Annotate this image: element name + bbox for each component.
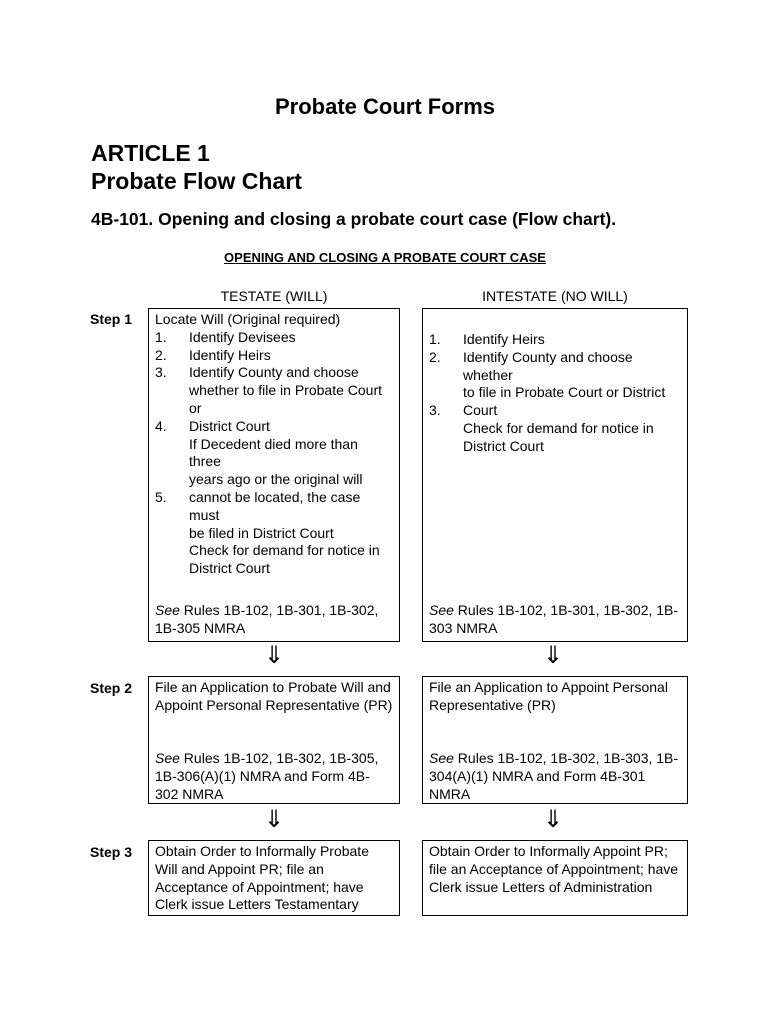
list-item: to file in Probate Court or District (463, 384, 666, 401)
step-1-intestate-rules: See Rules 1B-102, 1B-301, 1B-302, 1B-303 NMRA (429, 602, 679, 636)
list-item: 4. District Court (155, 417, 270, 434)
step-1-testate-rules: See Rules 1B-102, 1B-301, 1B-302, 1B-305 NMRA (155, 602, 379, 636)
flow-chart-subtitle: OPENING AND CLOSING A PROBATE COURT CASE (224, 250, 546, 265)
step-1-label: Step 1 (90, 311, 133, 327)
article-title: Probate Flow Chart (91, 168, 302, 194)
step-3-intestate-box (422, 840, 688, 916)
step-1-intestate-box (422, 308, 688, 642)
step-2-testate-rules: See Rules 1B-102, 1B-302, 1B-305, 1B-306(A)(1) NMRA and Form 4B-302 NMRA (155, 750, 379, 802)
step-3-intestate-text: Obtain Order to Informally Appoint PR; file an Acceptance of Appointment; have Clerk issue Letters of Administration (429, 843, 679, 895)
step-2-label: Step 2 (90, 680, 133, 696)
step-1-testate-list (155, 329, 393, 578)
column-header-intestate: INTESTATE (NO WILL) (482, 288, 628, 304)
list-item: be filed in District Court (189, 524, 334, 541)
step-2-testate-text: File an Application to Probate Will and Appoint Personal Representative (PR) (155, 679, 393, 713)
list-item: 3. Court (429, 402, 498, 419)
step-2-intestate-rules: See Rules 1B-102, 1B-302, 1B-303, 1B-304(A)(1) NMRA and Form 4B-301 NMRA (429, 750, 679, 802)
list-item: years ago or the original will (189, 471, 363, 488)
step-2-intestate-text: File an Application to Appoint Personal Representative (PR) (429, 679, 668, 713)
down-arrow-icon: ⇓ (264, 806, 285, 833)
article-number: ARTICLE 1 (91, 140, 210, 166)
article-heading (91, 139, 302, 195)
step-3-testate-text: Obtain Order to Informally Probate Will and Appoint PR; file an Acceptance of Appointment; have Clerk issue Letters Testamentary (155, 843, 369, 913)
step-1-intestate-list (429, 331, 681, 456)
list-item: Check for demand for notice in District Court (463, 419, 654, 454)
step-1-testate-box (148, 308, 400, 642)
step-2-intestate-box (422, 676, 688, 804)
list-item: 1. Identify Heirs (429, 331, 545, 347)
list-item: Check for demand for notice in (189, 542, 380, 559)
section-heading: 4B-101. Opening and closing a probate court case (Flow chart). (91, 209, 617, 229)
step-3-testate-box (148, 840, 400, 916)
list-item: District Court (189, 560, 270, 577)
down-arrow-icon: ⇓ (543, 642, 564, 669)
list-item: If Decedent died more than three (189, 435, 358, 470)
list-item: 2. Identify County and choose whether (429, 348, 633, 383)
column-header-testate: TESTATE (WILL) (220, 288, 328, 304)
step-1-testate-intro: Locate Will (Original required) (155, 311, 341, 327)
list-item: 3. Identify County and choose whether to file in Probate Court or (155, 364, 382, 416)
list-item: 1. Identify Devisees (155, 328, 296, 345)
step-3-label: Step 3 (90, 844, 133, 860)
down-arrow-icon: ⇓ (264, 642, 285, 669)
step-2-testate-box (148, 676, 400, 804)
down-arrow-icon: ⇓ (543, 806, 564, 833)
list-item: 2. Identify Heirs (155, 346, 271, 363)
list-item: 5. cannot be located, the case must (155, 488, 361, 523)
page-title: Probate Court Forms (274, 94, 496, 119)
